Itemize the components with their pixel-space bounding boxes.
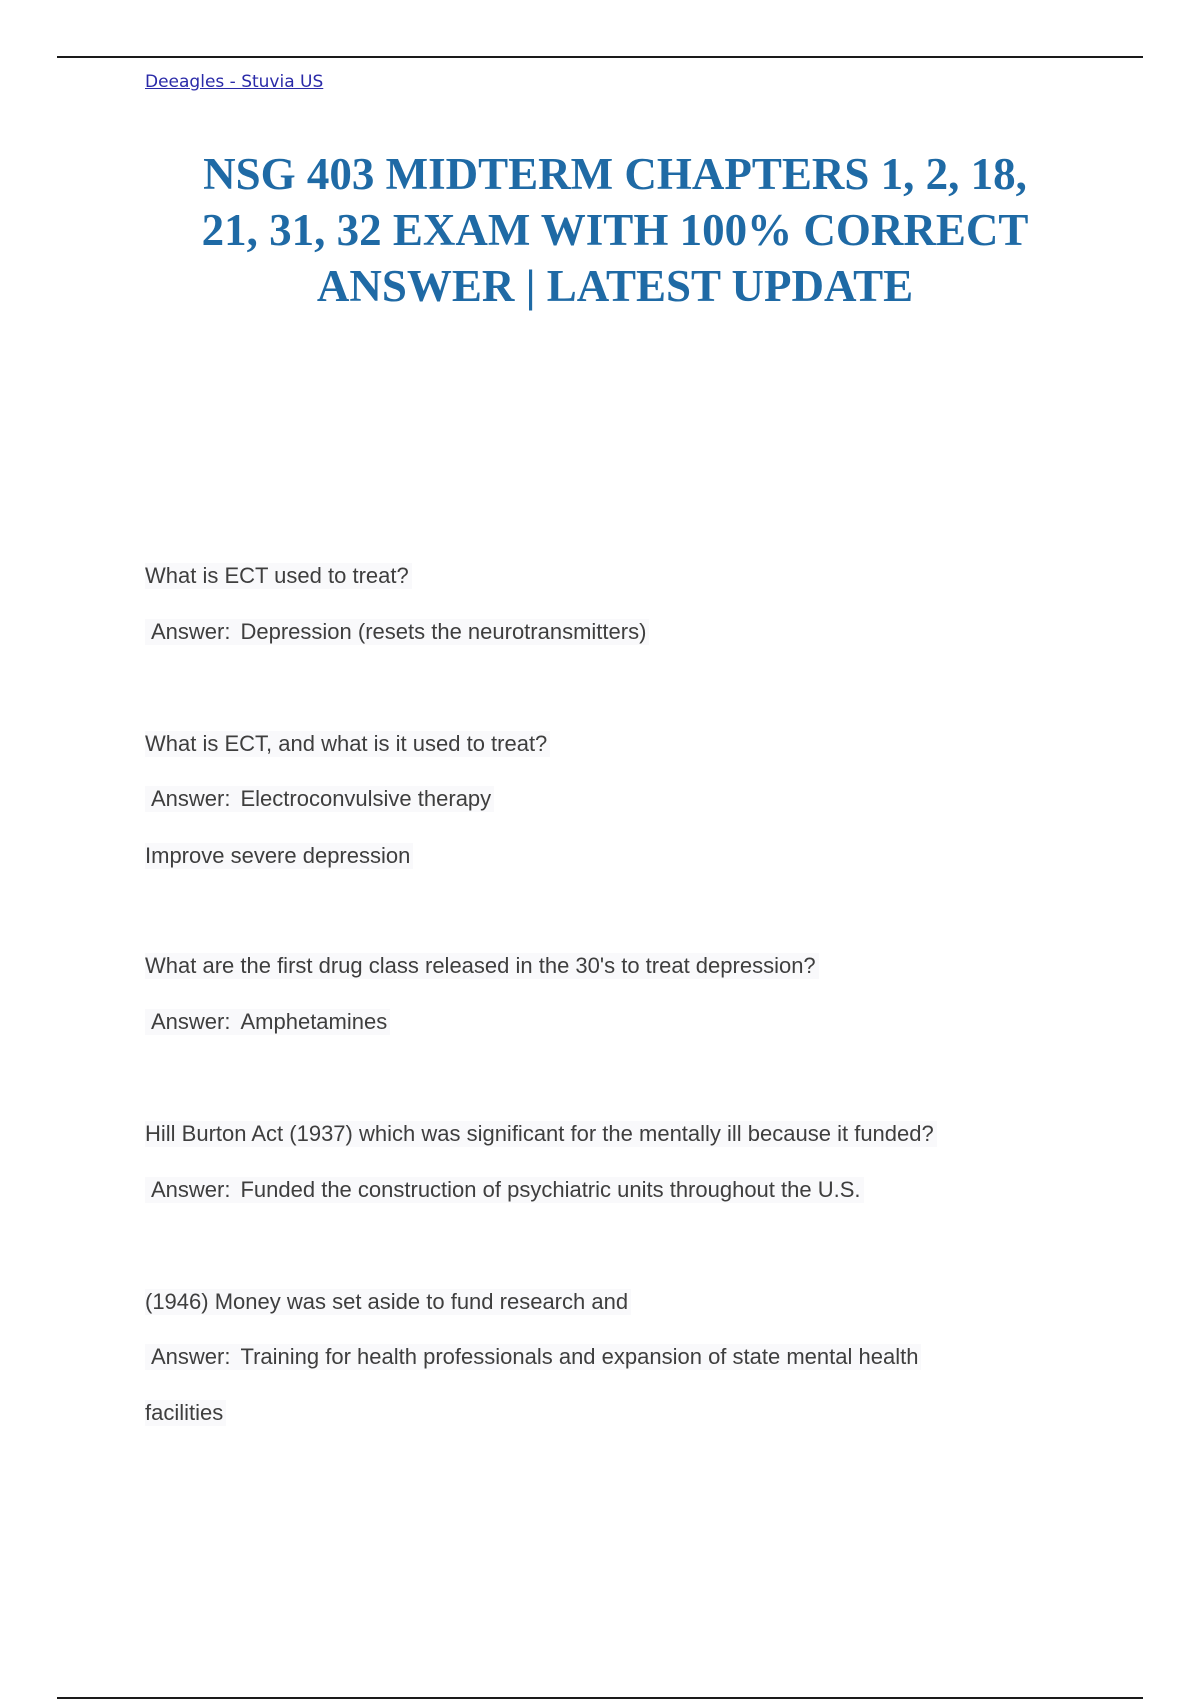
answer-text: [145, 619, 649, 645]
bottom-rule: [57, 1697, 1143, 1699]
title-line: ANSWER | LATEST UPDATE: [316, 261, 914, 311]
answer-label: Answer:: [151, 786, 231, 811]
title-line: NSG 403 MIDTERM CHAPTERS 1, 2, 18,: [203, 149, 1027, 199]
question-text: What are the first drug class released in the 30's to treat depression?: [145, 953, 819, 979]
answer-text: [145, 786, 494, 812]
answer-continuation: facilities: [145, 1400, 226, 1426]
question-text: What is ECT used to treat?: [145, 563, 412, 589]
answer-label: Answer:: [151, 619, 231, 644]
answer-value: Training for health professionals and expansion of state mental health: [240, 1344, 919, 1369]
answer-text: [145, 1009, 390, 1035]
title-line: 21, 31, 32 EXAM WITH 100% CORRECT: [201, 205, 1029, 255]
answer-continuation: Improve severe depression: [145, 843, 413, 869]
answer-value: Amphetamines: [240, 1009, 388, 1034]
question-text: (1946) Money was set aside to fund research and: [145, 1289, 631, 1315]
answer-text: [145, 1344, 921, 1370]
answer-value: Electroconvulsive therapy: [240, 786, 492, 811]
question-text: Hill Burton Act (1937) which was significant for the mentally ill because it funded?: [145, 1121, 937, 1147]
answer-label: Answer:: [151, 1009, 231, 1034]
answer-value: Depression (resets the neurotransmitters): [240, 619, 647, 644]
top-rule: [57, 56, 1143, 58]
answer-value: Funded the construction of psychiatric units throughout the U.S.: [240, 1177, 861, 1202]
source-link[interactable]: Deeagles - Stuvia US: [145, 72, 324, 92]
document-title: [140, 146, 1090, 314]
answer-label: Answer:: [151, 1344, 231, 1369]
answer-text: [145, 1177, 864, 1203]
answer-label: Answer:: [151, 1177, 231, 1202]
question-text: What is ECT, and what is it used to treat?: [145, 731, 550, 757]
